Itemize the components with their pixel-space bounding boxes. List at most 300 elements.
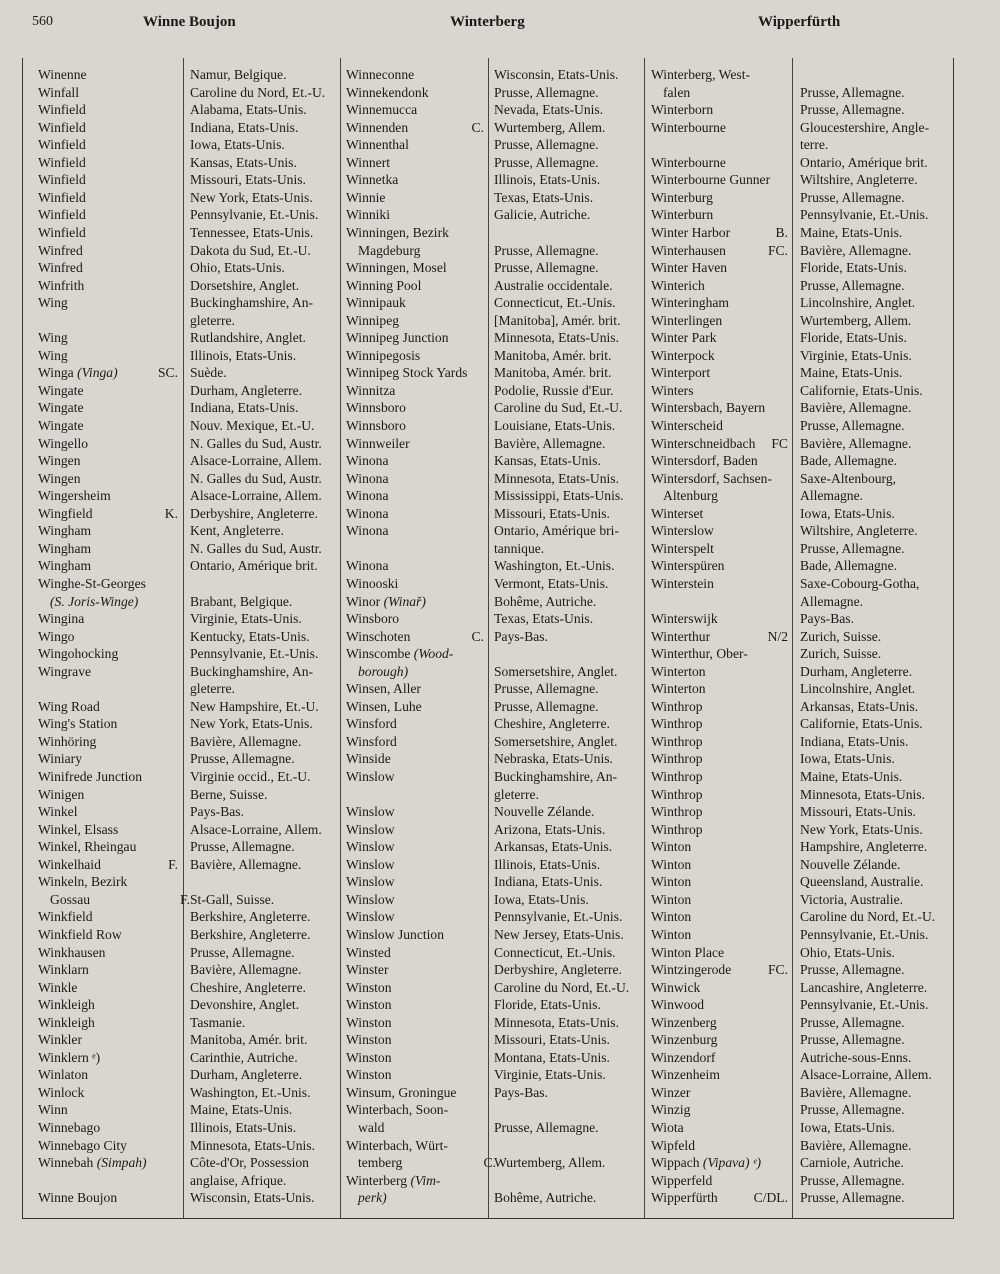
entry-name-line xyxy=(346,119,486,136)
entry-name-line xyxy=(346,540,486,557)
entry-location: Missouri, Etats-Unis. xyxy=(494,1032,610,1047)
place-name: Winthrop xyxy=(651,734,703,749)
entry-name-line xyxy=(38,505,180,522)
entry-name-line xyxy=(651,1154,790,1171)
entry-name-line xyxy=(346,277,486,294)
entry-location: Prusse, Allemagne. xyxy=(800,541,905,556)
entry-name-line xyxy=(38,206,180,223)
place-name: Winthrop xyxy=(651,699,703,714)
entry-location: Dakota du Sud, Et.-U. xyxy=(190,243,311,258)
entry-name-line xyxy=(651,944,790,961)
entry-location: Maine, Etats-Unis. xyxy=(800,769,903,784)
entry-location: New Hampshire, Et.-U. xyxy=(190,699,319,714)
entry-location: Dorsetshire, Anglet. xyxy=(190,278,300,293)
entry-location: Allemagne. xyxy=(800,488,864,503)
place-name: Winzendorf xyxy=(651,1050,716,1065)
entry-name-line xyxy=(346,1119,498,1136)
place-name: Winsboro xyxy=(346,611,400,626)
place-name: Winkeln, Bezirk xyxy=(38,874,128,889)
place-name: Wing xyxy=(38,348,68,363)
entry-location: Lancashire, Angleterre. xyxy=(800,980,928,995)
entry-name-line xyxy=(38,944,180,961)
entry-name-line xyxy=(38,101,180,118)
place-name: Winnipegosis xyxy=(346,348,421,363)
entry-location: Hampshire, Angleterre. xyxy=(800,839,928,854)
place-name: Winton Place xyxy=(651,945,725,960)
entry-name-line xyxy=(651,417,790,434)
entry-name-line xyxy=(651,399,790,416)
entry-location: anglaise, Afrique. xyxy=(190,1173,287,1188)
entry-location: Ontario, Amérique brit. xyxy=(190,558,318,573)
entry-location: Prusse, Allemagne. xyxy=(190,839,295,854)
header-center: Winterberg xyxy=(450,14,525,30)
place-name: Winfield xyxy=(38,137,86,152)
place-name: Winsford xyxy=(346,734,397,749)
place-name: Winterlingen xyxy=(651,313,723,328)
column-rule xyxy=(792,58,793,1219)
entry-location: Mississippi, Etats-Unis. xyxy=(494,488,624,503)
place-name: Winzig xyxy=(651,1102,691,1117)
entry-name-line xyxy=(651,786,790,803)
entry-location: [Manitoba], Amér. brit. xyxy=(494,313,621,328)
entry-location: Texas, Etats-Unis. xyxy=(494,190,594,205)
entry-location: Pays-Bas. xyxy=(494,629,548,644)
entry-location: Prusse, Allemagne. xyxy=(800,278,905,293)
place-name: Winter Haven xyxy=(651,260,728,275)
entry-name-line xyxy=(346,347,486,364)
place-name: Winnipeg xyxy=(346,313,400,328)
entry-name-line xyxy=(651,575,790,592)
place-name: Winnipeg Stock Yards xyxy=(346,365,468,380)
place-name: Winston xyxy=(346,997,392,1012)
entry-location: Bavière, Allemagne. xyxy=(190,734,302,749)
place-name: Wingersheim xyxy=(38,488,111,503)
place-name: Winfield xyxy=(38,225,86,240)
place-name: Winne Boujon xyxy=(38,1190,118,1205)
entry-name-line xyxy=(38,961,180,978)
entry-location: Prusse, Allemagne. xyxy=(494,137,599,152)
place-name: Winkelhaid xyxy=(38,857,101,872)
entry-location: Minnesota, Etats-Unis. xyxy=(800,787,925,802)
entry-location: Brabant, Belgique. xyxy=(190,594,293,609)
entry-location: Iowa, Etats-Unis. xyxy=(190,137,285,152)
entry-location: Virginie, Etats-Unis. xyxy=(494,1067,606,1082)
entry-name-line xyxy=(38,487,180,504)
place-name: Winscombe xyxy=(346,646,411,661)
entry-name-line xyxy=(346,733,486,750)
entry-name-line xyxy=(346,1172,486,1189)
entry-location: New York, Etats-Unis. xyxy=(190,716,313,731)
place-name: Gossau xyxy=(50,892,91,907)
entry-name-line xyxy=(38,593,192,610)
entry-name-line xyxy=(651,206,790,223)
entry-name-line xyxy=(651,154,790,171)
entry-name-line xyxy=(38,768,180,785)
place-name: Winning Pool xyxy=(346,278,422,293)
place-name: Wingello xyxy=(38,436,89,451)
entry-name-line xyxy=(38,347,180,364)
entry-location: Bavière, Allemagne. xyxy=(494,436,606,451)
place-name: Winnemucca xyxy=(346,102,418,117)
entry-location: Côte-d'Or, Possession xyxy=(190,1155,309,1170)
place-name: Winterich xyxy=(651,278,705,293)
entry-location: Prusse, Allemagne. xyxy=(800,1015,905,1030)
entry-location: Ohio, Etats-Unis. xyxy=(190,260,285,275)
entry-location: Arkansas, Etats-Unis. xyxy=(800,699,919,714)
entry-location: Prusse, Allemagne. xyxy=(800,1032,905,1047)
entry-location: N. Galles du Sud, Austr. xyxy=(190,436,322,451)
place-name: Winona xyxy=(346,506,389,521)
entry-name-line xyxy=(346,593,486,610)
entry-name-line xyxy=(346,768,486,785)
place-name: Winona xyxy=(346,558,389,573)
entry-location: Bavière, Allemagne. xyxy=(800,1138,912,1153)
entry-name-line xyxy=(38,259,180,276)
entry-location: Vermont, Etats-Unis. xyxy=(494,576,609,591)
place-name: Wingen xyxy=(38,453,81,468)
entry-name-line xyxy=(651,1031,790,1048)
place-name: Winterhausen xyxy=(651,243,726,258)
place-name: Winnipeg Junction xyxy=(346,330,449,345)
entry-location: Missouri, Etats-Unis. xyxy=(494,506,610,521)
entry-name-line xyxy=(38,1119,180,1136)
alternate-name: (Simpah) xyxy=(93,1155,147,1170)
entry-location: Wisconsin, Etats-Unis. xyxy=(190,1190,315,1205)
place-name: Winkel, Elsass xyxy=(38,822,119,837)
place-name: Winsen, Aller xyxy=(346,681,421,696)
entry-location: Devonshire, Anglet. xyxy=(190,997,300,1012)
column-rule xyxy=(644,58,645,1219)
entry-location: Prusse, Allemagne. xyxy=(494,260,599,275)
entry-name-line xyxy=(346,1154,498,1171)
entry-name-line xyxy=(346,382,486,399)
entry-location: Nevada, Etats-Unis. xyxy=(494,102,604,117)
place-name: Wingate xyxy=(38,383,84,398)
place-name: Winterberg, West- xyxy=(651,67,751,82)
entry-name-line xyxy=(651,838,790,855)
entry-name-line xyxy=(651,294,790,311)
entry-location: Namur, Belgique. xyxy=(190,67,287,82)
entry-name-line xyxy=(651,1066,790,1083)
place-name: Winthrop xyxy=(651,769,703,784)
place-name: Winwood xyxy=(651,997,705,1012)
service-code: C/DL. xyxy=(753,1190,788,1205)
entry-location: Connecticut, Et.-Unis. xyxy=(494,295,616,310)
entry-name-line xyxy=(346,1137,486,1154)
service-code: FC. xyxy=(767,243,788,258)
entry-location: Australie occidentale. xyxy=(494,278,613,293)
column-rule xyxy=(183,58,184,1219)
entry-name-line xyxy=(346,312,486,329)
entry-location: Prusse, Allemagne. xyxy=(800,1102,905,1117)
place-name: Winkel, Rheingau xyxy=(38,839,137,854)
entry-name-line xyxy=(651,803,790,820)
entry-location: Missouri, Etats-Unis. xyxy=(800,804,916,819)
entry-name-line xyxy=(651,996,790,1013)
entry-location: Manitoba, Amér. brit. xyxy=(494,348,612,363)
entry-name-line xyxy=(651,1172,790,1189)
place-name: Winn xyxy=(38,1102,68,1117)
entry-location: Bavière, Allemagne. xyxy=(800,436,912,451)
place-name: Winterbach, Würt- xyxy=(346,1138,448,1153)
entry-location: Pennsylvanie, Et.-Unis. xyxy=(800,927,929,942)
place-name: Winterbach, Soon- xyxy=(346,1102,449,1117)
entry-name-line xyxy=(651,84,802,101)
entry-name-line xyxy=(346,136,486,153)
entry-name-line xyxy=(651,715,790,732)
entry-name-line xyxy=(651,1119,790,1136)
entry-name-line xyxy=(651,610,790,627)
entry-location: Minnesota, Etats-Unis. xyxy=(494,330,619,345)
place-name: Winterslow xyxy=(651,523,714,538)
alternate-name: (Wood- xyxy=(410,646,454,661)
entry-name-line xyxy=(38,645,180,662)
entry-name-line xyxy=(38,1014,180,1031)
entry-name-line xyxy=(651,1014,790,1031)
entry-location: Wurtemberg, Allem. xyxy=(494,120,606,135)
entry-location: Autriche-sous-Enns. xyxy=(800,1050,912,1065)
entry-name-line xyxy=(651,277,790,294)
entry-location: Somersetshire, Anglet. xyxy=(494,734,618,749)
entry-name-line xyxy=(38,908,180,925)
entry-location: Bade, Allemagne. xyxy=(800,453,898,468)
entry-location: Californie, Etats-Unis. xyxy=(800,716,923,731)
entry-name-line xyxy=(651,505,790,522)
entry-name-line xyxy=(38,522,180,539)
entry-location: Gloucestershire, Angle- xyxy=(800,120,930,135)
entry-location: gleterre. xyxy=(494,787,539,802)
place-name: Winzenberg xyxy=(651,1015,717,1030)
place-name: Winterthur, Ober- xyxy=(651,646,748,661)
entry-name-line xyxy=(651,242,790,259)
entry-location: Alsace-Lorraine, Allem. xyxy=(190,453,322,468)
entry-location: Zurich, Suisse. xyxy=(800,646,882,661)
entry-location: Prusse, Allemagne. xyxy=(494,699,599,714)
entry-location: Prusse, Allemagne. xyxy=(494,243,599,258)
header-left: Winne Boujon xyxy=(143,14,236,30)
entry-name-line xyxy=(346,435,486,452)
entry-location: Lincolnshire, Anglet. xyxy=(800,681,916,696)
entry-location: Montana, Etats-Unis. xyxy=(494,1050,610,1065)
place-name: Wintersdorf, Sachsen- xyxy=(651,471,773,486)
entry-location: Pennsylvanie, Et.-Unis. xyxy=(800,997,929,1012)
place-name: Winslow xyxy=(346,769,395,784)
entry-location: Nouvelle Zélande. xyxy=(800,857,901,872)
entry-name-line xyxy=(38,417,180,434)
service-code: F. xyxy=(168,857,178,872)
place-name: Winneconne xyxy=(346,67,415,82)
place-name: Winterburg xyxy=(651,190,713,205)
entry-location: Bavière, Allemagne. xyxy=(190,962,302,977)
service-code: F. xyxy=(180,892,190,907)
entry-location: Wiltshire, Angleterre. xyxy=(800,172,918,187)
entry-name-line xyxy=(651,663,790,680)
entry-location: Nebraska, Etats-Unis. xyxy=(494,751,613,766)
entry-location: Allemagne. xyxy=(800,594,864,609)
place-name: Winkleigh xyxy=(38,997,95,1012)
entry-name-line xyxy=(346,856,486,873)
place-name: Winfield xyxy=(38,190,86,205)
entry-name-line xyxy=(346,979,486,996)
place-name: Winona xyxy=(346,523,389,538)
place-name: Wingohocking xyxy=(38,646,119,661)
place-name: Winton xyxy=(651,927,692,942)
entry-location: Washington, Et.-Unis. xyxy=(190,1085,311,1100)
entry-name-line xyxy=(346,645,486,662)
entry-name-line xyxy=(38,171,180,188)
place-name: Winterthur xyxy=(651,629,711,644)
entry-location: Victoria, Australie. xyxy=(800,892,903,907)
place-name: Winnetka xyxy=(346,172,399,187)
entry-name-line xyxy=(651,891,790,908)
entry-name-line xyxy=(38,294,180,311)
place-name: Winlaton xyxy=(38,1067,89,1082)
place-name: Winside xyxy=(346,751,391,766)
entry-location: Iowa, Etats-Unis. xyxy=(800,1120,895,1135)
place-name: Winenne xyxy=(38,67,87,82)
entry-location: Illinois, Etats-Unis. xyxy=(190,348,297,363)
entry-name-line xyxy=(346,242,498,259)
entry-location: Ohio, Etats-Unis. xyxy=(800,945,895,960)
place-name: Winnipauk xyxy=(346,295,406,310)
place-name: Winifrede Junction xyxy=(38,769,143,784)
entry-location: Wurtemberg, Allem. xyxy=(494,1155,606,1170)
entry-name-line xyxy=(346,1014,486,1031)
entry-name-line xyxy=(651,593,790,610)
place-name: temberg xyxy=(358,1155,403,1170)
entry-name-line xyxy=(651,189,790,206)
entry-name-line xyxy=(346,452,486,469)
place-name: Winsford xyxy=(346,716,397,731)
entry-name-line xyxy=(651,136,790,153)
entry-location: Indiana, Etats-Unis. xyxy=(494,874,603,889)
entry-location: Ontario, Amérique brit. xyxy=(800,155,928,170)
entry-name-line xyxy=(38,680,180,697)
entry-name-line xyxy=(38,750,180,767)
place-name: Winona xyxy=(346,488,389,503)
place-name: Wingate xyxy=(38,400,84,415)
place-name: Winkel xyxy=(38,804,78,819)
place-name: Winkleigh xyxy=(38,1015,95,1030)
entry-location: Floride, Etats-Unis. xyxy=(494,997,601,1012)
entry-location: N. Galles du Sud, Austr. xyxy=(190,471,322,486)
entry-location: Prusse, Allemagne. xyxy=(494,1120,599,1135)
entry-location: Californie, Etats-Unis. xyxy=(800,383,923,398)
place-name: Winooski xyxy=(346,576,399,591)
entry-name-line xyxy=(38,540,180,557)
place-name: Wintersbach, Bayern xyxy=(651,400,766,415)
entry-location: Maine, Etats-Unis. xyxy=(800,225,903,240)
entry-name-line xyxy=(651,364,790,381)
place-name: Winterspüren xyxy=(651,558,725,573)
place-name: Wingo xyxy=(38,629,75,644)
entry-location: Alabama, Etats-Unis. xyxy=(190,102,307,117)
alternate-name: (Vim- xyxy=(407,1173,441,1188)
entry-name-line xyxy=(38,557,180,574)
entry-location: New York, Etats-Unis. xyxy=(800,822,923,837)
entry-location: St-Gall, Suisse. xyxy=(190,892,275,907)
service-code: N/2 xyxy=(767,629,788,644)
place-name: Wintzingerode xyxy=(651,962,732,977)
place-name: Wing xyxy=(38,330,68,345)
service-code: C. xyxy=(471,629,484,644)
place-name: Winslow Junction xyxy=(346,927,445,942)
entry-name-line xyxy=(346,84,486,101)
entry-name-line xyxy=(38,399,180,416)
entry-location: Pennsylvanie, Et.-Unis. xyxy=(190,646,319,661)
entry-name-line xyxy=(38,1084,180,1101)
entry-name-line xyxy=(38,435,180,452)
place-name: Wingrave xyxy=(38,664,92,679)
place-name: Winningen, Mosel xyxy=(346,260,447,275)
entry-name-line xyxy=(346,610,486,627)
entry-name-line xyxy=(38,873,180,890)
entry-location: Ontario, Amérique bri- xyxy=(494,523,619,538)
entry-location: Lincolnshire, Anglet. xyxy=(800,295,916,310)
place-name: Winor xyxy=(346,594,381,609)
entry-name-line xyxy=(651,961,790,978)
entry-name-line xyxy=(38,979,180,996)
entry-name-line xyxy=(346,417,486,434)
entry-name-line xyxy=(38,821,180,838)
place-name: Winton xyxy=(651,909,692,924)
entry-name-line xyxy=(651,979,790,996)
entry-name-line xyxy=(346,663,498,680)
entry-location: Virginie occid., Et.-U. xyxy=(190,769,311,784)
entry-location: gleterre. xyxy=(190,313,235,328)
entry-name-line xyxy=(346,487,486,504)
entry-name-line xyxy=(651,522,790,539)
place-name: Winklarn xyxy=(38,962,89,977)
entry-location: Buckinghamshire, An- xyxy=(494,769,618,784)
place-name: Winnie xyxy=(346,190,386,205)
place-name: Winnekendonk xyxy=(346,85,429,100)
entry-name-line xyxy=(38,1031,180,1048)
place-name: Winston xyxy=(346,1050,392,1065)
place-name: Wipfeld xyxy=(651,1138,695,1153)
place-name: Winslow xyxy=(346,804,395,819)
place-name: Winston xyxy=(346,1067,392,1082)
place-name: Wipperfürth xyxy=(651,1190,718,1205)
entry-name-line xyxy=(651,66,790,83)
entry-name-line xyxy=(346,206,486,223)
place-name: Winlock xyxy=(38,1085,85,1100)
service-code: K. xyxy=(164,506,178,521)
place-name: Wingate xyxy=(38,418,84,433)
entry-location: Bavière, Allemagne. xyxy=(800,243,912,258)
entry-name-line xyxy=(651,259,790,276)
place-name: Winkfield xyxy=(38,909,93,924)
entry-location: Maine, Etats-Unis. xyxy=(190,1102,293,1117)
entry-location: Iowa, Etats-Unis. xyxy=(800,506,895,521)
entry-name-line xyxy=(346,1031,486,1048)
entry-location: Indiana, Etats-Unis. xyxy=(190,120,299,135)
place-name: Winghe-St-Georges xyxy=(38,576,146,591)
entry-location: Kent, Angleterre. xyxy=(190,523,284,538)
place-name: Winter Harbor xyxy=(651,225,731,240)
entry-location: Durham, Angleterre. xyxy=(190,1067,303,1082)
entry-name-line xyxy=(346,873,486,890)
place-name: Wipperfeld xyxy=(651,1173,713,1188)
header-right: Wipperfürth xyxy=(758,14,841,30)
entry-name-line xyxy=(346,171,486,188)
place-name: Winnitza xyxy=(346,383,396,398)
entry-name-line xyxy=(346,821,486,838)
entry-name-line xyxy=(346,961,486,978)
entry-location: Manitoba, Amér. brit. xyxy=(494,365,612,380)
place-name: Winigen xyxy=(38,787,85,802)
entry-name-line xyxy=(346,189,486,206)
